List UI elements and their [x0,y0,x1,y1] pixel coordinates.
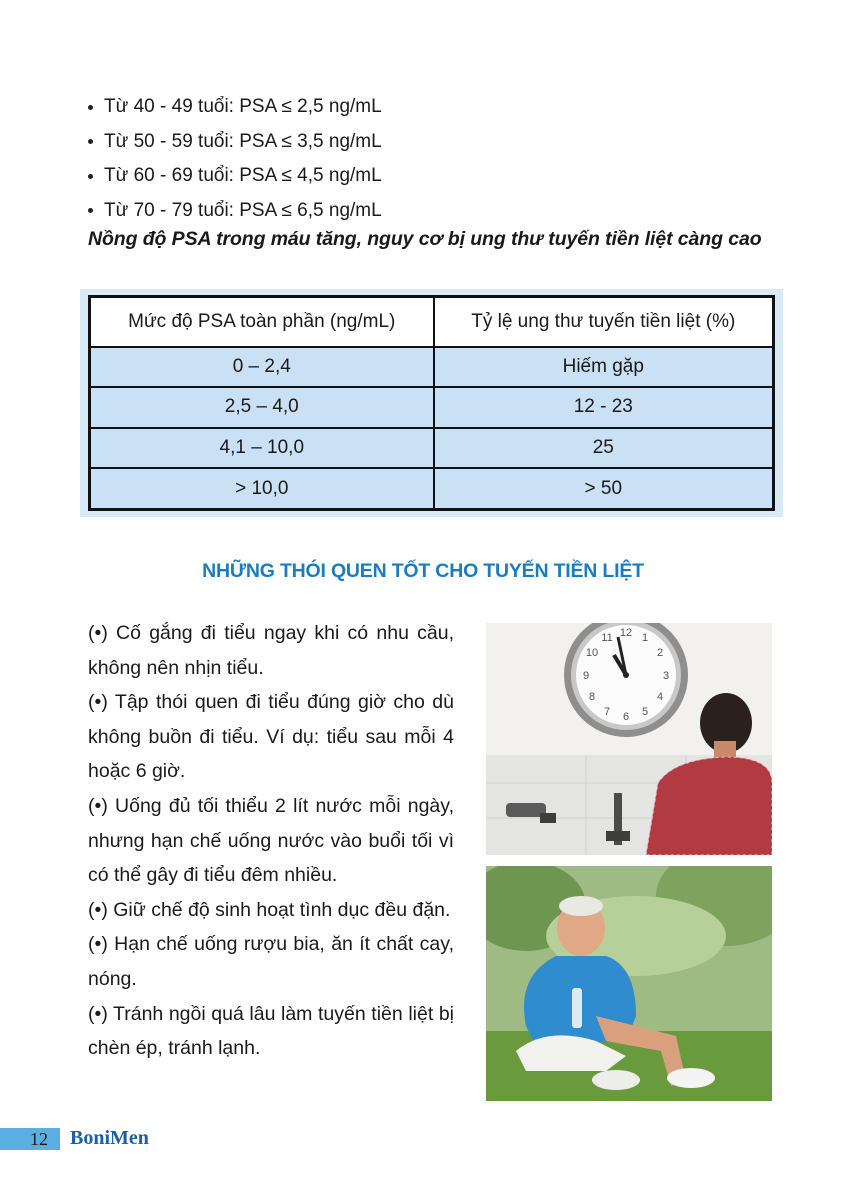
clock-number: 6 [622,711,630,723]
table-cell: Hiếm gặp [434,347,774,388]
column-header: Mức độ PSA toàn phần (ng/mL) [90,297,434,347]
psa-age-list [86,90,786,228]
list-item: (•) Uống đủ tối thiểu 2 lít nước mỗi ngày, nhưng hạn chế uống nước vào buổi tối vì có thể gây đi tiểu đêm nhiều. [88,794,454,887]
bullet-icon [88,208,93,213]
clock-number: 2 [656,647,664,659]
athlete-scene-illustration [486,866,772,1101]
table-row [90,347,774,388]
habits-list [88,616,454,1066]
bullet-icon [88,105,93,110]
clock-number: 5 [641,706,649,718]
table-cell: 4,1 – 10,0 [90,428,434,469]
table-cell: 12 - 23 [434,387,774,428]
table-cell: > 10,0 [90,468,434,509]
clock-number: 9 [582,670,590,682]
bullet-icon [88,174,93,179]
list-item: Từ 40 - 49 tuổi: PSA ≤ 2,5 ng/mL [86,90,786,125]
list-item: (•) Hạn chế uống rượu bia, ăn ít chất cay, nóng. [88,933,454,990]
table-row [90,428,774,469]
table-cell: > 50 [434,468,774,509]
clock-number: 3 [662,670,670,682]
senior-athlete-photo [486,866,772,1101]
column-header: Tỷ lệ ung thư tuyến tiền liệt (%) [434,297,774,347]
clock-number: 1 [641,632,649,644]
clock-number: 8 [588,691,596,703]
section-title: NHỮNG THÓI QUEN TỐT CHO TUYẾN TIỀN LIỆT [202,560,644,582]
clock-number: 11 [601,632,613,644]
bullet-icon [88,139,93,144]
psa-table-box [80,289,783,517]
list-item: (•) Tập thói quen đi tiểu đúng giờ cho dù không buồn đi tiểu. Ví dụ: tiểu sau mỗi 4 hoặc 6 giờ. [88,691,454,783]
table-row [90,387,774,428]
clock-number: 4 [656,691,664,703]
table-header-row [90,297,774,347]
list-item: (•) Giữ chế độ sinh hoạt tình dục đều đặn. [88,898,451,921]
clock-number: 12 [619,627,633,639]
list-item: (•) Tránh ngồi quá lâu làm tuyến tiền liệt bị chèn ép, tránh lạnh. [88,1002,454,1060]
list-item: Từ 60 - 69 tuổi: PSA ≤ 4,5 ng/mL [86,159,786,194]
clock-urinal-photo [486,623,772,855]
list-item: Từ 70 - 79 tuổi: PSA ≤ 6,5 ng/mL [86,194,786,229]
brand-logo: BoniMen [70,1127,149,1149]
page-number: 12 [30,1129,48,1149]
clock-scene-illustration [486,623,772,855]
table-row [90,468,774,509]
table-cell: 2,5 – 4,0 [90,387,434,428]
table-cell: 0 – 2,4 [90,347,434,388]
psa-risk-table [88,295,775,511]
emphasis-text: Nồng độ PSA trong máu tăng, nguy cơ bị ung thư tuyến tiền liệt càng cao [88,228,762,250]
list-item: Từ 50 - 59 tuổi: PSA ≤ 3,5 ng/mL [86,125,786,160]
clock-number: 10 [585,647,599,659]
table-cell: 25 [434,428,774,469]
clock-number: 7 [603,706,611,718]
list-item: (•) Cố gắng đi tiểu ngay khi có nhu cầu, không nên nhịn tiểu. [88,622,454,679]
